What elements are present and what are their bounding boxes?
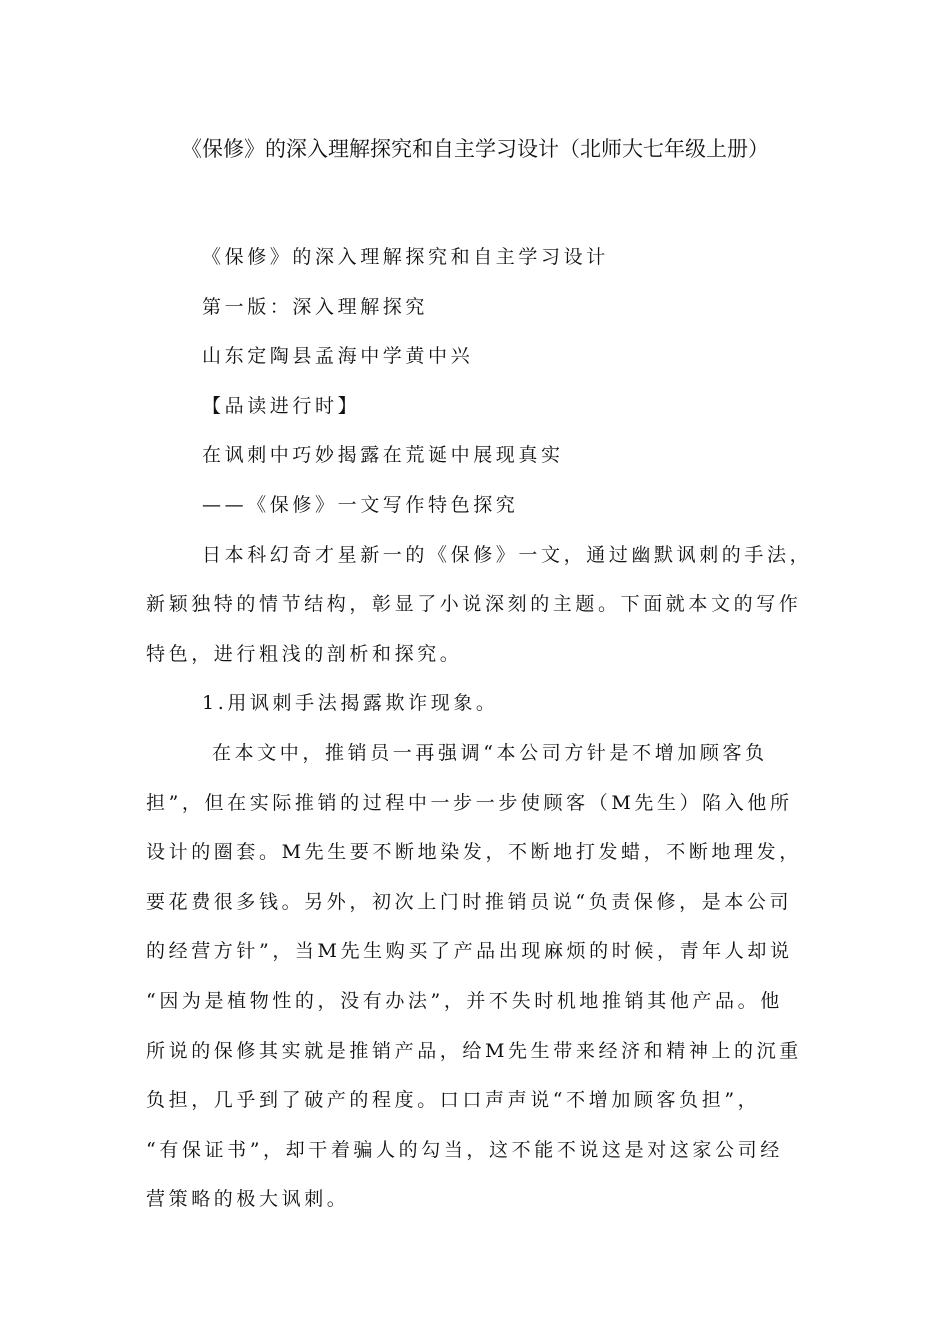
intro-paragraph — [146, 531, 813, 680]
section-label: 【品读进行时】 — [202, 394, 361, 417]
document-body — [146, 233, 813, 1225]
author-line: 山东定陶县孟海中学黄中兴 — [202, 345, 474, 368]
section-heading: 1.用讽刺手法揭露欺诈现象。 — [202, 692, 499, 715]
edition-line: 第一版：深入理解探究 — [202, 295, 429, 318]
paragraph-line: 的经营方针”，当M先生购买了产品出现麻烦的时候，青年人却说 — [146, 940, 793, 963]
essay-title: 在讽刺中巧妙揭露在荒诞中展现真实 — [202, 444, 564, 467]
paragraph-line: 新颖独特的情节结构，彰显了小说深刻的主题。下面就本文的写作 — [146, 593, 802, 616]
paragraph-line: 日本科幻奇才星新一的《保修》一文，通过幽默讽刺的手法， — [202, 543, 813, 566]
essay-subtitle: ——《保修》一文写作特色探究 — [202, 493, 519, 516]
paragraph-line: 在本文中，推销员一再强调“本公司方针是不增加顾客负 — [212, 741, 768, 764]
paragraph-line: “有保证书”，却干着骗人的勾当，这不能不说这是对这家公司经 — [146, 1138, 783, 1161]
paragraph-line: “因为是植物性的，没有办法”，并不失时机地推销其他产品。他 — [146, 989, 783, 1012]
paragraph-line: 设计的圈套。M先生要不断地染发，不断地打发蜡，不断地理发， — [146, 841, 802, 864]
paragraph-line: 营策略的极大讽刺。 — [146, 1188, 350, 1211]
paragraph-line: 所说的保修其实就是推销产品，给M先生带来经济和精神上的沉重 — [146, 1039, 802, 1062]
paragraph-line: 特色，进行粗浅的剖析和探究。 — [146, 642, 463, 665]
analysis-paragraph — [146, 729, 806, 1225]
document-title: 《保修》的深入理解探究和自主学习设计（北师大七年级上册） — [181, 137, 769, 161]
paragraph-line: 负担，几乎到了破产的程度。口口声声说“不增加顾客负担”， — [146, 1089, 761, 1112]
paragraph-line: 要花费很多钱。另外，初次上门时推销员说“负责保修，是本公司 — [146, 890, 793, 913]
subtitle-line: 《保修》的深入理解探究和自主学习设计 — [202, 246, 609, 268]
paragraph-line: 担”，但在实际推销的过程中一步一步使顾客（M先生）陷入他所 — [146, 791, 793, 814]
